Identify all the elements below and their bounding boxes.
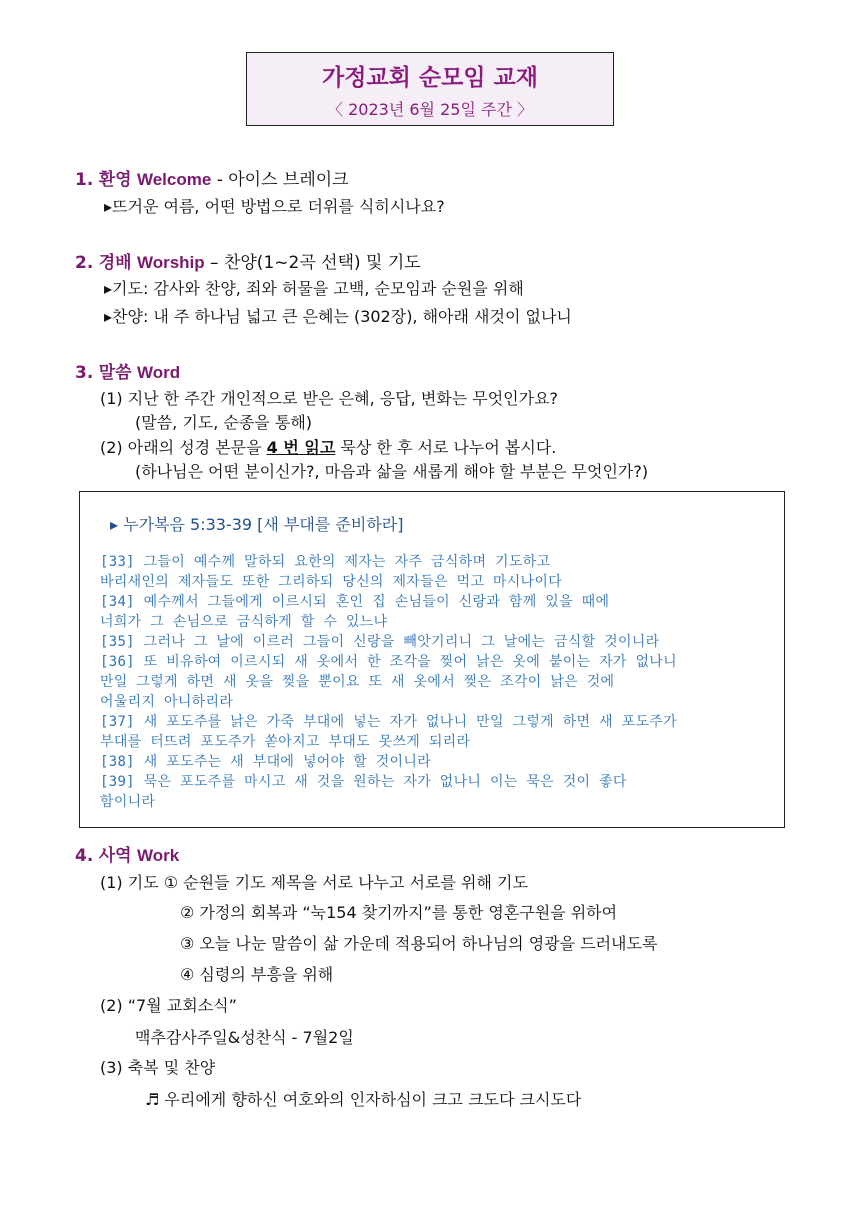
section-title-kr: 환영 [98, 170, 132, 190]
verse-line: [38] 새 포도주는 새 부대에 넣어야 할 것이니라 [100, 754, 432, 770]
section-number: 2. [75, 253, 94, 273]
verse-line: [36] 또 비유하여 이르시되 새 옷에서 한 조각을 찢어 낡은 옷에 붙이는 자가 없나니 [100, 654, 677, 670]
section-word-heading [75, 358, 180, 383]
word-question-1: (1) 지난 한 주간 개인적으로 받은 은혜, 응답, 변화는 무엇인가요? [100, 389, 559, 408]
section-number: 1. [75, 170, 94, 190]
section-title-en: Work [136, 846, 180, 865]
section-worship-heading [75, 248, 421, 273]
section-title-kr: 사역 [98, 846, 132, 866]
work-prayer-3: ③ 오늘 나눈 말씀이 삶 가운데 적용되어 하나님의 영광을 드러내도록 [180, 934, 658, 953]
passage-title: ▸ 누가복음 5:33-39 [새 부대를 준비하라] [110, 515, 404, 534]
section-title-kr: 경배 [98, 253, 132, 273]
verse-line: [33] 그들이 예수께 말하되 요한의 제자는 자주 금식하며 기도하고 [100, 554, 551, 570]
verse-line: [39] 묵은 포도주를 마시고 새 것을 원하는 자가 없나니 이는 묵은 것이 좋다 [100, 774, 627, 790]
church-news-heading: (2) “7월 교회소식” [100, 996, 237, 1015]
verse-line: 함이니라 [100, 794, 156, 810]
section-work-heading [75, 841, 179, 866]
section-number: 4. [75, 846, 94, 866]
title-box [246, 52, 614, 126]
section-title-en: Worship [136, 253, 205, 272]
page-title: 가정교회 순모임 교재 [322, 65, 538, 91]
verse-line: [34] 예수께서 그들에게 이르시되 혼인 집 손님들이 신랑과 함께 있을 때에 [100, 594, 610, 610]
work-prayer-2: ② 가정의 회복과 “눅154 찾기까지”를 통한 영혼구원을 위하여 [180, 903, 618, 922]
section-title-en: Word [136, 363, 181, 382]
worship-prayer-line: ▸기도: 감사와 찬양, 죄와 허물을 고백, 순모임과 순원을 위해 [104, 279, 524, 298]
verse-line: 너희가 그 손님으로 금식하게 할 수 있느냐 [100, 614, 388, 630]
work-prayer-1: (1) 기도 ① 순원들 기도 제목을 서로 나누고 서로를 위해 기도 [100, 873, 528, 892]
verse-line: [35] 그러나 그 날에 이르러 그들이 신랑을 빼앗기리니 그 날에는 금식할 것이니라 [100, 634, 660, 650]
verse-line: 바리새인의 제자들도 또한 그리하되 당신의 제자들은 먹고 마시나이다 [100, 574, 562, 590]
word-question-2-start: (2) 아래의 성경 본문을 [100, 438, 267, 457]
read-four-times: 4 번 읽고 [266, 438, 336, 457]
worship-song-line: ▸찬양: 내 주 하나님 넓고 큰 은혜는 (302장), 해아래 새것이 없나니 [104, 307, 572, 326]
work-prayer-4: ④ 심령의 부흥을 위해 [180, 965, 334, 984]
word-question-2-end: 묵상 한 후 서로 나누어 봅시다. [335, 438, 557, 457]
page-subtitle: 〈 2023년 6월 25일 주간 〉 [327, 100, 533, 119]
section-title-kr: 말씀 [98, 363, 132, 383]
verse-line: 만일 그렇게 하면 새 옷을 찢을 뿐이요 또 새 옷에서 찢은 조각이 낡은 것에 [100, 674, 615, 690]
section-number: 3. [75, 363, 94, 383]
scripture-passage-box [79, 491, 785, 828]
welcome-question: ▸뜨거운 여름, 어떤 방법으로 더위를 식히시나요? [104, 197, 445, 216]
verse-line: 부대를 터뜨려 포도주가 쏟아지고 부대도 못쓰게 되리라 [100, 734, 471, 750]
section-welcome-heading [75, 165, 349, 190]
blessing-song: ♬ 우리에게 향하신 여호와의 인자하심이 크고 크도다 크시도다 [145, 1090, 582, 1109]
word-question-2 [100, 435, 556, 458]
verse-line: [37] 새 포도주를 낡은 가죽 부대에 넣는 자가 없나니 만일 그렇게 하면 새 포도주가 [100, 714, 677, 730]
section-subtitle: – 찬양(1~2곡 선택) 및 기도 [204, 253, 421, 273]
word-question-1-note: (말씀, 기도, 순종을 통해) [135, 413, 313, 432]
section-title-en: Welcome [136, 170, 212, 189]
blessing-heading: (3) 축복 및 찬양 [100, 1058, 216, 1077]
section-subtitle: - 아이스 브레이크 [211, 170, 349, 190]
word-question-2-note: (하나님은 어떤 분이신가?, 마음과 삶을 새롭게 해야 할 부분은 무엇인가?) [135, 462, 649, 481]
church-news-item: 맥추감사주일&성찬식 - 7월2일 [135, 1028, 354, 1047]
verse-line: 어울리지 아니하리라 [100, 694, 234, 710]
